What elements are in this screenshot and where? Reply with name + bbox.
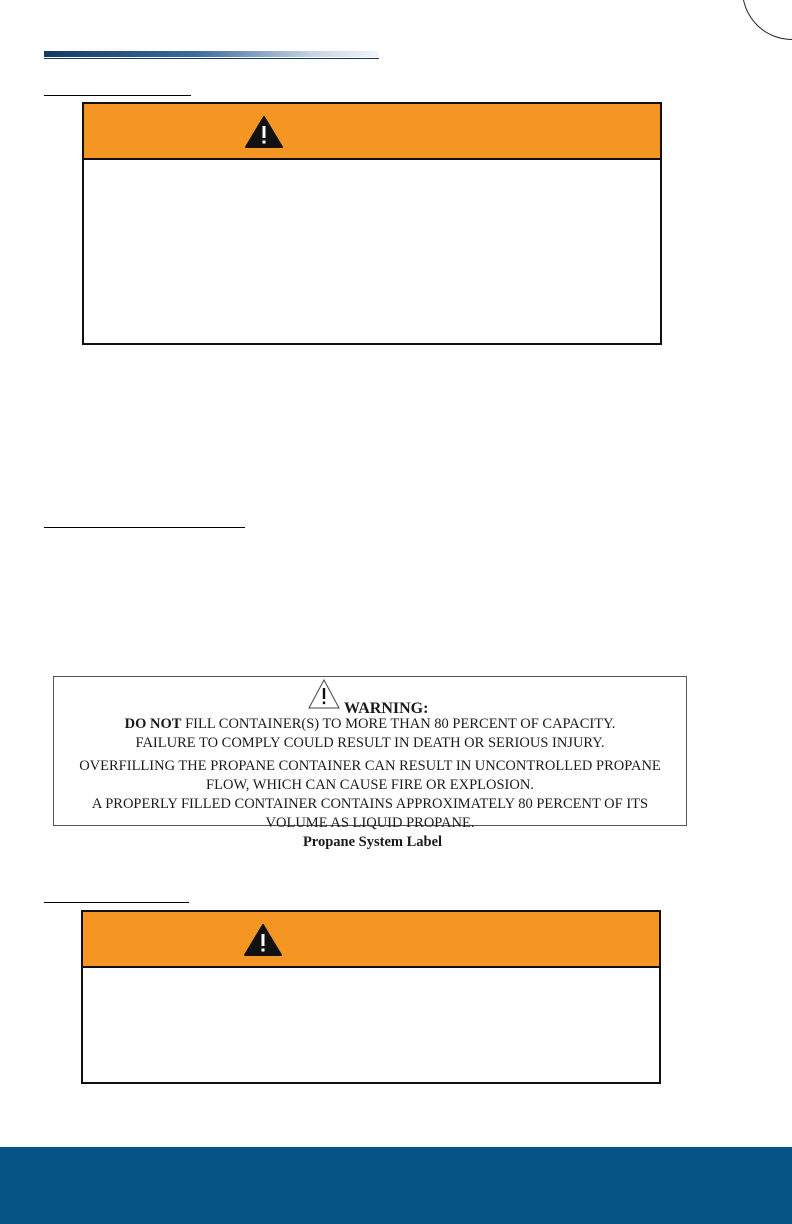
propane-system-label [53, 676, 687, 831]
label-line-5: A PROPERLY FILLED CONTAINER CONTAINS APPROXIMATELY 80 PERCENT OF ITS [91, 796, 649, 812]
label-line-6: VOLUME AS LIQUID PROPANE. [265, 815, 475, 831]
label-line-1 [54, 715, 686, 734]
page-footer-bar [0, 1147, 792, 1224]
warning-triangle-icon [244, 115, 284, 149]
warning-box-2-header [83, 912, 659, 968]
label-title: WARNING: [344, 700, 429, 717]
label-line-4: FLOW, WHICH CAN CAUSE FIRE OR EXPLOSION. [206, 777, 534, 793]
outline-warning-icon [308, 679, 340, 709]
warning-box-1-header [84, 104, 660, 160]
warning-triangle-icon [243, 923, 283, 957]
section-heading-rule-2 [44, 527, 245, 528]
warning-box-2 [81, 910, 661, 1084]
label-caption: Propane System Label [302, 834, 443, 850]
label-line-1-rest: FILL CONTAINER(S) TO MORE THAN 80 PERCENT OF CAPACITY. [181, 716, 616, 732]
header-underline [44, 58, 379, 59]
label-line-2: FAILURE TO COMPLY COULD RESULT IN DEATH OR SERIOUS INJURY. [135, 735, 605, 751]
section-heading-rule-3 [44, 902, 189, 903]
header-gradient-bar [44, 51, 379, 57]
label-line-3: OVERFILLING THE PROPANE CONTAINER CAN RESULT IN UNCONTROLLED PROPANE [79, 758, 661, 774]
label-do-not: DO NOT [124, 716, 182, 732]
warning-box-1 [82, 102, 662, 345]
section-heading-rule-1 [44, 95, 191, 96]
page-corner-arc [742, 0, 792, 40]
